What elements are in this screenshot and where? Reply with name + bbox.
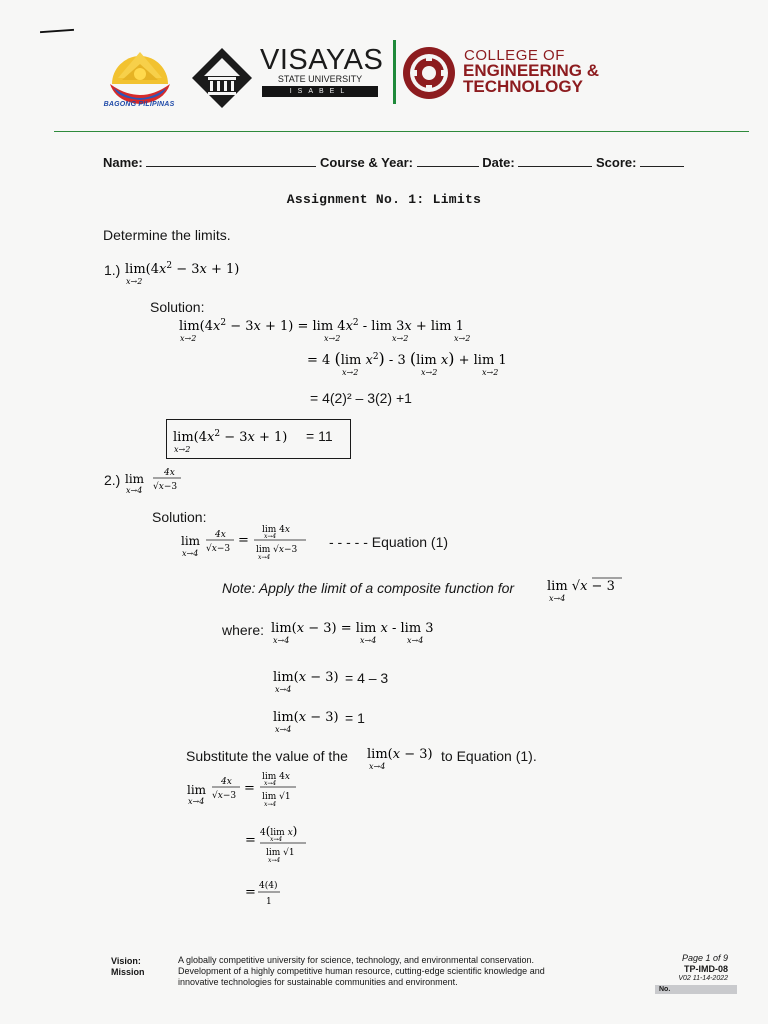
problem-2-step-2 [186,768,306,810]
vision-text: A globally competitive university for science, technology, and environmental conservation. [178,955,535,965]
svg-text:lim(x − 3): lim(x − 3) [367,747,433,762]
where-expression [270,616,450,646]
sub-2-lhs [272,705,342,735]
svg-text:x→2: x→2 [454,334,471,343]
svg-text:x→4: x→4 [369,762,386,771]
svg-text:lim: lim [181,534,201,548]
problem-2-expression [124,463,194,497]
svg-text:lim √1: lim √1 [266,848,295,858]
svg-text:lim(4x2 − 3x + 1): $\lim(4x^2 - 3x + 1)$ [173,429,288,445]
substitute-text-a: Substitute the value of the [186,748,348,764]
svg-text:4x: 4x [215,530,226,540]
student-info-line [103,154,703,170]
composite-note: Note: Apply the limit of a composite function for [222,580,515,596]
problem-2-step-4 [244,874,304,908]
svg-text:lim(x − 3): lim(x − 3) [273,670,339,685]
svg-text:lim(x − 3) = lim x - lim 3: lim(x − 3) = lim x - lim 3 [271,621,434,636]
assignment-title: Assignment No. 1: Limits [286,192,482,207]
svg-text:x→4: x→4 [188,797,205,806]
substitute-text-b: to Equation (1). [441,748,537,764]
header-rule [54,131,749,132]
campus-label: ISABEL [262,86,378,97]
equation-1-tag: - - - - - Equation (1) [329,534,449,550]
score-blank[interactable] [640,154,684,167]
college-line-3: TECHNOLOGY [463,77,583,96]
mission-label: Mission [111,967,145,977]
problem-1-solution-label: Solution: [150,299,205,315]
university-subtitle: STATE UNIVERSITY [277,74,363,84]
course-label: Course & Year: [320,155,413,170]
problem-2-number: 2.) [104,472,121,488]
svg-text:lim(4x2 − 3x + 1) = lim 4x2 -: $\lim(4x^2 - 3x + 1) = \lim 4x^2 - \lim 3x + \lim 1$ [179,318,464,334]
problem-1-number: 1.) [104,262,121,278]
problem-2-step-3 [244,818,324,864]
bagong-pilipinas-label: BAGONG PILIPINAS [103,101,175,108]
svg-text:=: = [244,781,255,796]
svg-text:=: = [238,533,249,548]
page-number: Page 1 of 9 [681,953,728,963]
sub-1-lhs [272,665,342,695]
svg-text:lim: lim [125,472,145,486]
svg-text:x→2: x→2 [324,334,341,343]
svg-text:x→4: x→4 [182,549,199,558]
svg-text:lim: lim [187,783,207,797]
svg-text:√x−3: √x−3 [153,482,178,492]
problem-1-step-2 [306,346,516,378]
header-divider [393,40,396,104]
svg-text:lim(x − 3): lim(x − 3) [273,710,339,725]
university-name: VISAYAS [260,44,384,76]
svg-text:x→2: x→2 [126,277,143,286]
svg-text:x→2: x→2 [421,368,438,377]
score-label: Score: [595,155,637,170]
vsu-logo [190,46,254,110]
college-line-1: COLLEGE OF [464,47,565,64]
svg-text:4(4): 4(4) [259,881,278,891]
svg-text:x→4: x→4 [126,486,143,495]
document-code: TP-IMD-08 [683,964,728,974]
svg-text:x→4: x→4 [275,725,292,734]
composite-note-expression [546,574,626,604]
problem-1-answer: = 11 [306,428,333,444]
problem-1-step-3: = 4(2)² – 3(2) +1 [310,390,412,406]
svg-text:= 4 (lim x2) - 3 (lim x) + lim: = 4 (lim $x^2) - 3$ (lim x) + lim 1 [307,349,507,368]
svg-text:lim √1: lim √1 [262,792,291,802]
name-blank[interactable] [146,154,316,167]
svg-text:4x: 4x [221,777,232,787]
svg-text:=: = [245,833,256,848]
number-field: No. [655,985,737,994]
svg-text:x→2: x→2 [174,445,191,454]
problem-1-expression [124,255,264,289]
name-label: Name: [103,155,143,170]
svg-text:x→4: x→4 [360,636,377,645]
svg-text:x→2: x→2 [180,334,197,343]
svg-text:x→4: x→4 [268,857,281,864]
mission-text-1: Development of a highly competitive human resource, cutting-edge scientific knowledge and [178,966,545,976]
vision-label: Vision: [111,956,141,966]
course-blank[interactable] [417,154,479,167]
svg-text:=: = [245,885,256,900]
svg-text:x→4: x→4 [275,685,292,694]
svg-text:x→4: x→4 [407,636,424,645]
svg-text:4x: 4x [164,468,175,478]
svg-text:lim √x − 3: lim √x − 3 [547,579,615,594]
mission-text-2: innovative technologies for sustainable communities and environment. [178,977,458,987]
coet-logo [402,46,456,100]
sub-2-rhs: = 1 [345,710,365,726]
sub-1-rhs: = 4 – 3 [345,670,389,686]
svg-text:x→2: x→2 [482,368,499,377]
svg-text:x→4: x→4 [264,533,277,540]
svg-text:4(lim x): 4(lim x) [260,824,298,838]
problem-1-step-1 [178,314,508,344]
svg-text:lim(4x2 − 3x + 1): $\lim(4x^2 - 3x + 1)$ [125,261,240,277]
svg-text:lim √x−3: lim √x−3 [256,545,298,555]
svg-text:x→2: x→2 [342,368,359,377]
svg-text:x→4: x→4 [549,594,566,603]
svg-text:x→4: x→4 [273,636,290,645]
svg-text:x→4: x→4 [270,836,283,843]
version-date: V02 11-14-2022 [678,975,728,982]
svg-text:x→4: x→4 [258,554,271,561]
college-line-2: ENGINEERING & [463,61,600,80]
svg-text:x→2: x→2 [392,334,409,343]
svg-text:lim 4x: lim 4x [262,772,290,782]
svg-text:x→4: x→4 [264,780,277,787]
problem-2-solution-label: Solution: [152,509,207,525]
svg-text:√x−3: √x−3 [206,544,231,554]
svg-text:√x−3: √x−3 [212,791,237,801]
substitute-expression [366,742,438,772]
date-blank[interactable] [518,154,592,167]
instruction: Determine the limits. [103,227,231,243]
svg-text:1: 1 [266,897,272,907]
pen-mark [40,29,74,33]
problem-1-answer-expression [172,425,302,455]
svg-text:x→4: x→4 [264,801,277,808]
problem-2-step-1 [180,523,315,563]
date-label: Date: [482,155,515,170]
svg-text:lim 4x: lim 4x [262,525,290,535]
where-label: where: [222,622,265,638]
